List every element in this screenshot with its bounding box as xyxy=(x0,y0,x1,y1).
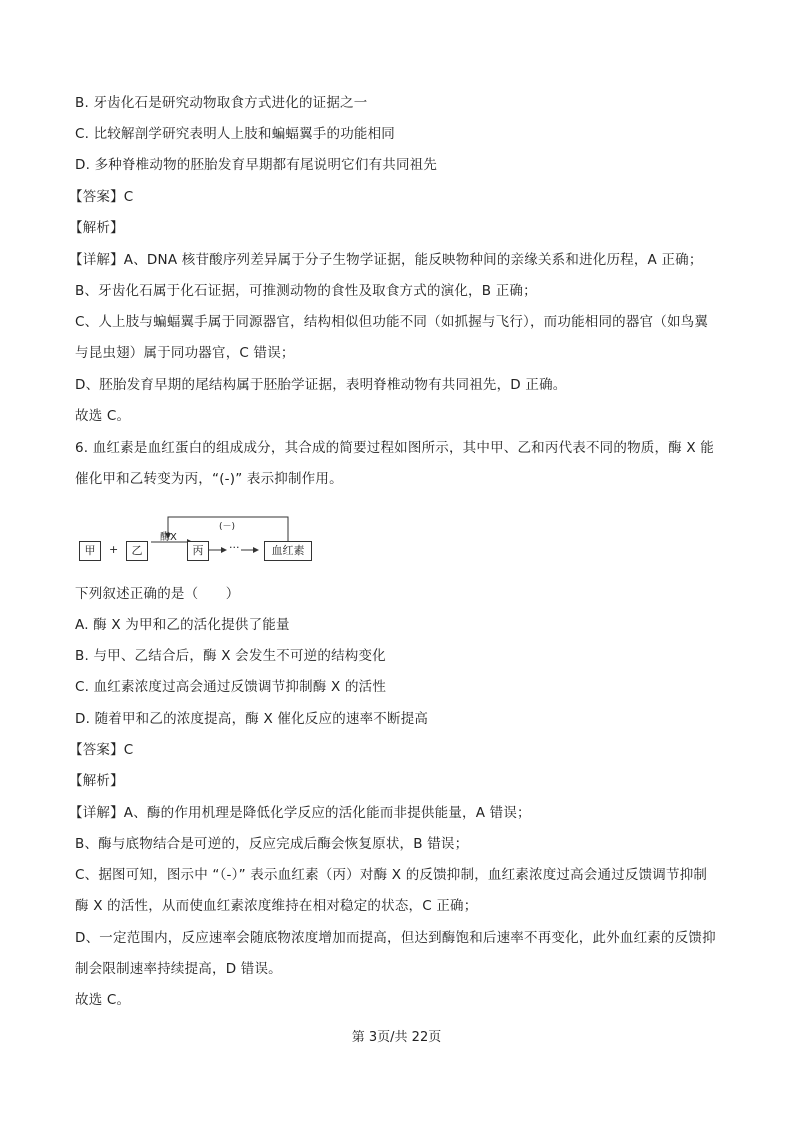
question-6-stem: 催化甲和乙转变为丙，“(-)” 表示抑制作用。 xyxy=(75,471,343,487)
node-jia: 甲 xyxy=(79,541,101,561)
question-6-prompt: 下列叙述正确的是（ ） xyxy=(75,586,240,602)
explanation-line: B、酶与底物结合是可逆的，反应完成后酶会恢复原状，B 错误； xyxy=(75,836,469,852)
inhibition-label: (－) xyxy=(219,522,236,532)
heme-synthesis-diagram xyxy=(76,514,346,564)
node-heme: 血红素 xyxy=(264,541,312,561)
explanation-line: D、一定范围内，反应速率会随底物浓度增加而提高，但达到酶饱和后速率不再变化，此外血红素的反馈抑 xyxy=(75,930,716,946)
option-d-text: D. 多种脊椎动物的胚胎发育早期都有尾说明它们有共同祖先 xyxy=(75,157,438,173)
option-b-text: B. 牙齿化石是研究动物取食方式进化的证据之一 xyxy=(75,95,368,111)
explanation-line: 酶 X 的活性，从而使血红素浓度维持在相对稳定的状态，C 正确； xyxy=(75,898,478,914)
option-a-text: A. 酶 X 为甲和乙的活化提供了能量 xyxy=(75,617,290,633)
analysis-label: 【解析】 xyxy=(69,220,124,236)
enzyme-x-label: 酶X xyxy=(160,532,177,543)
explanation-line: 【详解】A、酶的作用机理是降低化学反应的活化能而非提供能量，A 错误； xyxy=(69,805,531,821)
explanation-line: 与昆虫翅）属于同功器官，C 错误； xyxy=(75,345,295,361)
answer-label: 【答案】C xyxy=(69,189,134,205)
answer-label: 【答案】C xyxy=(69,742,134,758)
option-c-text: C. 血红素浓度过高会通过反馈调节抑制酶 X 的活性 xyxy=(75,679,387,695)
plus-sign: + xyxy=(109,543,119,556)
explanation-line: C、人上肢与蝙蝠翼手属于同源器官，结构相似但功能不同（如抓握与飞行），而功能相同的器官（如鸟翼 xyxy=(75,314,709,330)
conclusion-line: 故选 C。 xyxy=(75,408,131,424)
page-footer: 第 3页/共 22页 xyxy=(351,1030,442,1045)
explanation-line: 【详解】A、DNA 核苷酸序列差异属于分子生物学证据，能反映物种间的亲缘关系和进化历程，A 正确； xyxy=(69,252,703,268)
explanation-line: C、据图可知，图示中 “（-）” 表示血红素（丙）对酶 X 的反馈抑制，血红素浓度过高会通过反馈调节抑制 xyxy=(75,867,708,883)
option-b-text: B. 与甲、乙结合后，酶 X 会发生不可逆的结构变化 xyxy=(75,648,386,664)
node-yi: 乙 xyxy=(126,541,148,561)
question-6-stem: 6. 血红素是血红蛋白的组成成分，其合成的简要过程如图所示，其中甲、乙和丙代表不同的物质，酶 X 能 xyxy=(75,440,715,456)
explanation-line: 制会限制速率持续提高，D 错误。 xyxy=(75,961,282,977)
explanation-line: D、胚胎发育早期的尾结构属于胚胎学证据，表明脊椎动物有共同祖先，D 正确。 xyxy=(75,377,567,393)
explanation-line: B、牙齿化石属于化石证据，可推测动物的食性及取食方式的演化，B 正确； xyxy=(75,283,537,299)
analysis-label: 【解析】 xyxy=(69,773,124,789)
option-d-text: D. 随着甲和乙的浓度提高，酶 X 催化反应的速率不断提高 xyxy=(75,711,429,727)
node-bing: 丙 xyxy=(187,541,209,561)
ellipsis: ··· xyxy=(229,541,240,554)
conclusion-line: 故选 C。 xyxy=(75,992,131,1008)
option-c-text: C. 比较解剖学研究表明人上肢和蝙蝠翼手的功能相同 xyxy=(75,126,396,142)
